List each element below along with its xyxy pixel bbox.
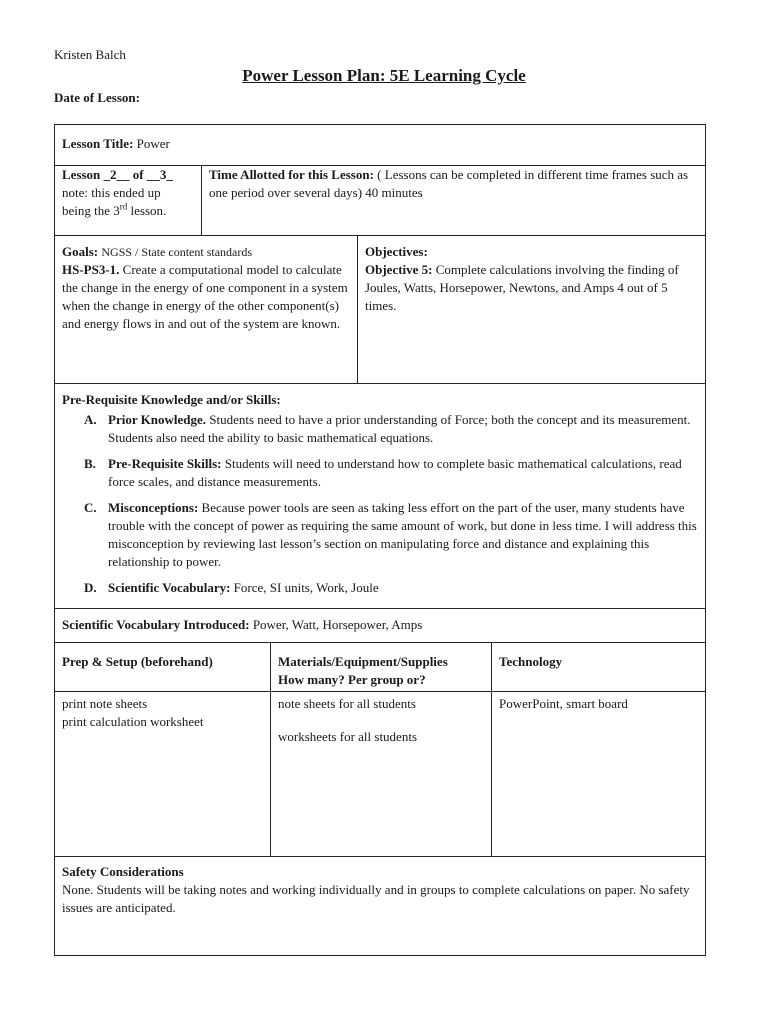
prerequisite-list xyxy=(62,411,699,597)
safety-cell xyxy=(55,857,705,955)
safety-text: None. Students will be taking notes and working individually and in groups to complete calculations on paper. No safety issues are anticipated. xyxy=(62,882,690,915)
lesson-number-line xyxy=(62,166,195,184)
lesson-note-text: being the 3 xyxy=(62,203,120,218)
safety-heading: Safety Considerations xyxy=(62,864,184,879)
list-marker: D. xyxy=(84,580,97,595)
scientific-vocabulary-text: Force, SI units, Work, Joule xyxy=(233,580,379,595)
time-allotted-cell xyxy=(201,166,705,235)
date-of-lesson-label: Date of Lesson: xyxy=(54,90,140,105)
objectives-label: Objectives: xyxy=(365,244,428,259)
vocabulary-introduced-row xyxy=(55,609,705,643)
vocabulary-introduced-label: Scientific Vocabulary Introduced: xyxy=(62,617,250,632)
lesson-of-label: of xyxy=(132,167,144,182)
goals-text: Create a computational model to calculate the change in the energy of one component in a system when the change in energy of the other component(s) and energy flows in and out of the system are known. xyxy=(62,262,348,331)
objective-5-label: Objective 5: xyxy=(365,262,433,277)
lesson-plan-table xyxy=(54,124,706,956)
lesson-number-cell xyxy=(55,166,201,235)
time-allotted-value: ( Lessons can be completed in different time frames such as one period over several days) 40 minutes xyxy=(209,167,689,200)
lesson-note-line1: note: this ended up xyxy=(62,185,161,200)
objective-5-text: Complete calculations involving the finding of Joules, Watts, Horsepower, Newtons, and Amps 4 out of 5 times. xyxy=(365,262,679,313)
goals-objectives-row xyxy=(55,236,705,384)
materials-header-cell xyxy=(270,643,491,691)
technology-item: PowerPoint, smart board xyxy=(499,696,628,711)
goals-standards: NGSS / State content standards xyxy=(101,245,253,259)
list-item xyxy=(62,455,699,491)
goals-label: Goals: xyxy=(62,244,99,259)
resources-content-row xyxy=(55,692,705,857)
lesson-title-cell xyxy=(55,125,705,165)
objectives-body xyxy=(365,261,699,315)
goals-cell xyxy=(55,236,357,383)
time-allotted-label: Time Allotted for this Lesson: xyxy=(209,167,374,182)
lesson-title-value: Power xyxy=(136,136,170,151)
prep-header: Prep & Setup (beforehand) xyxy=(62,654,213,669)
list-item xyxy=(62,411,699,447)
lesson-note-end: lesson. xyxy=(127,203,167,218)
scientific-vocabulary-label: Scientific Vocabulary: xyxy=(108,580,231,595)
lesson-note-line2 xyxy=(62,202,195,220)
lesson-number: _2__ xyxy=(103,167,130,182)
objectives-cell xyxy=(357,236,705,383)
lesson-total: __3_ xyxy=(146,167,173,182)
prerequisite-row xyxy=(55,384,705,609)
misconceptions-text: Because power tools are seen as taking less effort on the part of the user, many students have trouble with the concept of power as requiring the same amount of work, but done in less time. I will address this misconception by reviewing last lesson’s section on manipulating force and distance and explaining this relationship to power. xyxy=(108,500,697,569)
misconceptions-label: Misconceptions: xyxy=(108,500,199,515)
list-marker: B. xyxy=(84,456,96,471)
lesson-number-row xyxy=(55,166,705,236)
prerequisite-skills-text: Students will need to understand how to complete basic mathematical calculations, read force scales, and distance measurements. xyxy=(108,456,682,489)
prerequisite-heading: Pre-Requisite Knowledge and/or Skills: xyxy=(62,392,281,407)
materials-item: note sheets for all students xyxy=(278,696,416,711)
technology-content-cell xyxy=(491,692,705,856)
vocabulary-introduced-value: Power, Watt, Horsepower, Amps xyxy=(252,617,423,632)
lesson-note-sup: rd xyxy=(119,201,128,212)
materials-content-cell xyxy=(270,692,491,856)
prep-item: print note sheets xyxy=(62,696,148,711)
prep-item: print calculation worksheet xyxy=(62,714,204,729)
materials-item: worksheets for all students xyxy=(278,729,418,744)
resources-header-row xyxy=(55,643,705,692)
page-title-text: Power Lesson Plan: 5E Learning Cycle xyxy=(242,66,526,85)
vocabulary-introduced-cell xyxy=(55,609,705,642)
lesson-title-row xyxy=(55,125,705,166)
prerequisite-skills-label: Pre-Requisite Skills: xyxy=(108,456,222,471)
prep-content-cell xyxy=(55,692,270,856)
goals-body xyxy=(62,261,351,333)
author-name: Kristen Balch xyxy=(54,47,126,62)
safety-row xyxy=(55,857,705,955)
page-title xyxy=(0,67,768,85)
lesson-title-label: Lesson Title: xyxy=(62,136,134,151)
materials-header-line2: How many? Per group or? xyxy=(278,672,426,687)
prior-knowledge-text: Students need to have a prior understanding of Force; both the concept and its measurement. Students also need the ability to basic mathematical equations. xyxy=(108,412,691,445)
list-item xyxy=(62,499,699,571)
technology-header-cell xyxy=(491,643,705,691)
list-marker: C. xyxy=(84,500,97,515)
prior-knowledge-label: Prior Knowledge. xyxy=(108,412,206,427)
prep-header-cell xyxy=(55,643,270,691)
materials-header-line1: Materials/Equipment/Supplies xyxy=(278,654,448,669)
prerequisite-cell xyxy=(55,384,705,608)
list-item xyxy=(62,579,699,597)
goals-heading xyxy=(62,243,351,261)
technology-header: Technology xyxy=(499,654,563,669)
lesson-label: Lesson xyxy=(62,167,101,182)
list-marker: A. xyxy=(84,412,97,427)
goals-standard-code: HS-PS3-1. xyxy=(62,262,120,277)
